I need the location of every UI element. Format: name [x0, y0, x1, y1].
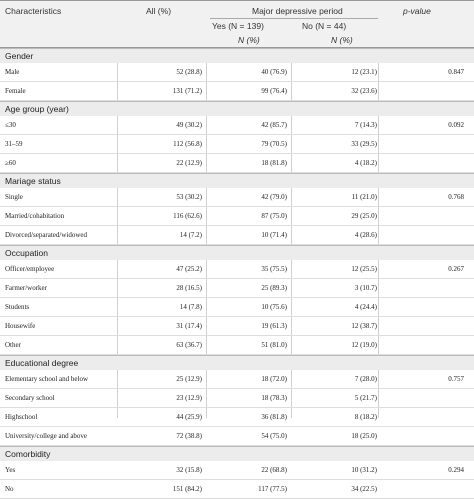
cell-pvalue: 0.757: [448, 375, 464, 383]
table-row: [0, 82, 474, 101]
cell-yes: 87 (75.0): [261, 212, 287, 220]
cell-all: 14 (7.8): [179, 303, 202, 311]
row-label: Officer/employee: [5, 265, 55, 273]
cell-yes: 117 (77.5): [258, 485, 287, 493]
row-label: Elementary school and below: [5, 375, 89, 383]
row-label: No: [5, 485, 14, 493]
cell-all: 28 (16.5): [176, 284, 202, 292]
cell-no: 7 (28.0): [354, 375, 377, 383]
cell-all: 131 (71.2): [172, 87, 202, 95]
section-title: Gender: [5, 51, 34, 61]
section-header: [0, 173, 474, 188]
table-row: [0, 63, 474, 82]
row-label: Female: [5, 87, 26, 95]
table-row: [0, 207, 474, 226]
cell-all: 22 (12.9): [176, 159, 202, 167]
cell-no: 3 (10.7): [354, 284, 377, 292]
section-header: [0, 48, 474, 63]
cell-all: 44 (25.9): [176, 413, 202, 421]
header-characteristics: Characteristics: [5, 6, 62, 16]
cell-no: 12 (38.7): [351, 322, 377, 330]
table-row: [0, 370, 474, 389]
cell-no: 34 (22.5): [351, 485, 377, 493]
row-label: Other: [5, 341, 21, 349]
cell-yes: 99 (76.4): [261, 87, 287, 95]
table-row: [0, 279, 474, 298]
cell-yes: 19 (61.3): [261, 322, 287, 330]
row-label: ≤30: [5, 121, 16, 129]
section-header: [0, 245, 474, 260]
row-label: Married/cohabitation: [5, 212, 65, 220]
cell-no: 8 (18.2): [354, 413, 377, 421]
table-row: [0, 389, 474, 408]
table-row: [0, 427, 474, 446]
header-no: No (N = 44): [302, 21, 347, 31]
section-header: [0, 355, 474, 370]
table-row: [0, 336, 474, 355]
cell-no: 18 (25.0): [351, 432, 377, 440]
header-n-no: N (%): [331, 35, 353, 45]
cell-yes: 51 (81.0): [261, 341, 287, 349]
cell-pvalue: 0.847: [448, 68, 464, 76]
header-all: All (%): [146, 6, 172, 16]
section-title: Age group (year): [5, 104, 69, 114]
cell-yes: 42 (79.0): [261, 193, 287, 201]
cell-all: 72 (38.8): [176, 432, 202, 440]
table-row: [0, 298, 474, 317]
cell-yes: 35 (75.5): [261, 265, 287, 273]
table-row: [0, 154, 474, 173]
table-row: [0, 116, 474, 135]
row-label: ≥60: [5, 159, 16, 167]
cell-yes: 10 (71.4): [261, 231, 287, 239]
cell-yes: 18 (81.8): [261, 159, 287, 167]
cell-all: 52 (28.8): [176, 68, 202, 76]
section-header: [0, 446, 474, 461]
table-row: [0, 226, 474, 245]
row-label: University/college and above: [5, 432, 88, 440]
table-row: [0, 188, 474, 207]
cell-yes: 79 (70.5): [261, 140, 287, 148]
cell-yes: 18 (78.3): [261, 394, 287, 402]
header-major-depressive-period: Major depressive period: [252, 6, 343, 16]
row-label: Single: [5, 193, 23, 201]
cell-yes: 10 (75.6): [261, 303, 287, 311]
cell-all: 112 (56.8): [173, 140, 202, 148]
header-yes: Yes (N = 139): [212, 21, 264, 31]
cell-yes: 54 (75.0): [261, 432, 287, 440]
section-title: Occupation: [5, 248, 48, 258]
cell-no: 32 (23.6): [351, 87, 377, 95]
cell-no: 7 (14.3): [354, 121, 377, 129]
cell-all: 23 (12.9): [176, 394, 202, 402]
cell-no: 11 (21.0): [351, 193, 377, 201]
cell-yes: 40 (76.9): [261, 68, 287, 76]
row-label: Students: [5, 303, 30, 311]
cell-yes: 36 (81.8): [261, 413, 287, 421]
cell-no: 12 (23.1): [351, 68, 377, 76]
row-label: Highschool: [5, 413, 38, 421]
table-row: [0, 317, 474, 336]
table-row: [0, 461, 474, 480]
header-n-yes: N (%): [238, 35, 260, 45]
section-title: Mariage status: [5, 176, 61, 186]
table-row: [0, 260, 474, 279]
cell-all: 116 (62.6): [173, 212, 202, 220]
cell-no: 33 (29.5): [351, 140, 377, 148]
cell-all: 14 (7.2): [179, 231, 202, 239]
cell-pvalue: 0.294: [448, 466, 464, 474]
cell-pvalue: 0.768: [448, 193, 464, 201]
section-title: Comorbidity: [5, 449, 51, 459]
cell-no: 10 (31.2): [351, 466, 377, 474]
cell-no: 4 (28.6): [354, 231, 377, 239]
cell-no: 12 (19.0): [351, 341, 377, 349]
cell-no: 12 (25.5): [351, 265, 377, 273]
row-label: Yes: [5, 466, 16, 474]
table-header: [0, 0, 474, 48]
cell-all: 47 (25.2): [176, 265, 202, 273]
row-label: Male: [5, 68, 20, 76]
cell-yes: 42 (85.7): [261, 121, 287, 129]
header-group-divider: [210, 18, 378, 19]
cell-all: 49 (30.2): [176, 121, 202, 129]
cell-pvalue: 0.267: [448, 265, 464, 273]
cell-no: 29 (25.0): [351, 212, 377, 220]
cell-all: 25 (12.9): [176, 375, 202, 383]
cell-all: 53 (30.2): [176, 193, 202, 201]
cell-all: 32 (15.8): [176, 466, 202, 474]
cell-pvalue: 0.092: [448, 121, 464, 129]
cell-yes: 25 (89.3): [261, 284, 287, 292]
row-label: 31–59: [5, 140, 23, 148]
cell-yes: 18 (72.0): [261, 375, 287, 383]
row-label: Housewife: [5, 322, 36, 330]
cell-no: 4 (24.4): [354, 303, 377, 311]
table-row: [0, 135, 474, 154]
table-row: [0, 480, 474, 499]
cell-all: 63 (36.7): [176, 341, 202, 349]
cell-no: 4 (18.2): [354, 159, 377, 167]
row-label: Divorced/separated/widowed: [5, 231, 88, 239]
section-title: Educational degree: [5, 358, 79, 368]
row-label: Farmer/worker: [5, 284, 47, 292]
row-label: Secondary school: [5, 394, 55, 402]
header-pvalue: p-value: [403, 6, 431, 16]
cell-no: 5 (21.7): [354, 394, 377, 402]
section-header: [0, 101, 474, 116]
cell-all: 151 (84.2): [172, 485, 202, 493]
cell-all: 31 (17.4): [176, 322, 202, 330]
cell-yes: 22 (68.8): [261, 466, 287, 474]
